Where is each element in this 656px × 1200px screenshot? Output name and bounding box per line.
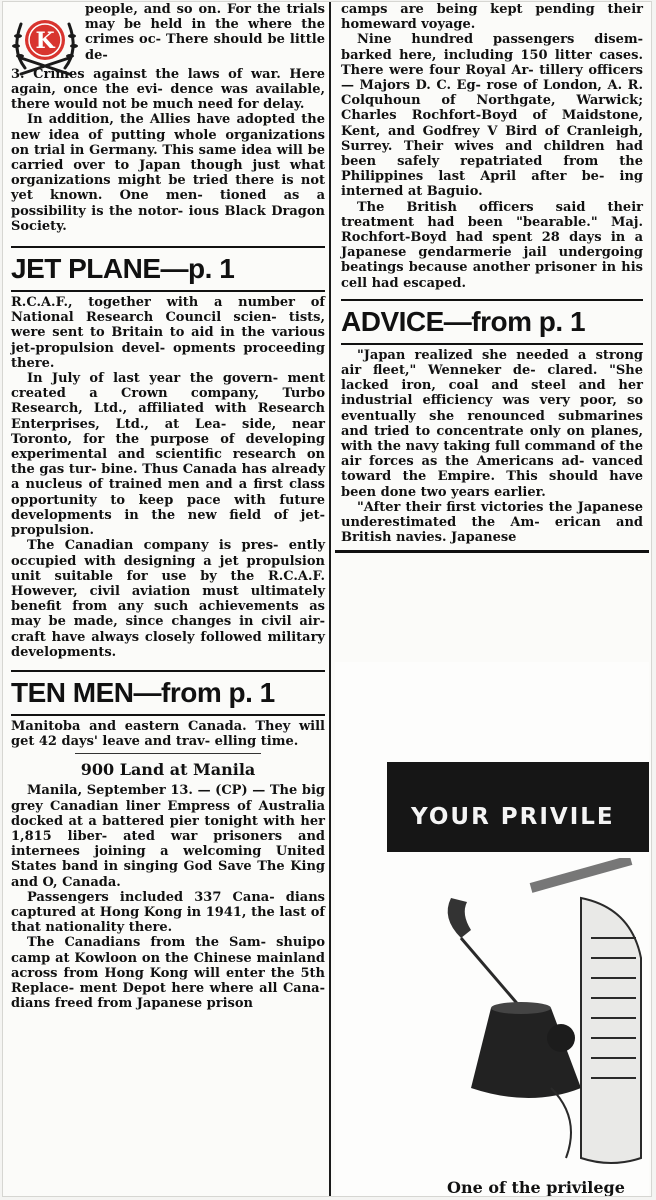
section-rule — [11, 714, 325, 716]
article-paragraph: In July of last year the govern- ment created a Crown company, Turbo Research, Ltd., affiliated with Research Enterprises, Ltd., at Lea- side, near Toronto, for the purpose of developing experimental and scientific research on the gas tur- bine. Thus Canada has already a nucleus of trained men and a first class opportunity to keep pace with future developments in the new field of jet-propulsion. — [11, 371, 325, 539]
ad-banner-text: YOUR PRIVILE — [411, 804, 615, 830]
article-paragraph: R.C.A.F., together with a number of National Research Council scien- tists, were sent to Britain to aid in the various jet-propulsion devel- opments proceeding there. — [11, 295, 325, 371]
left-column — [5, 2, 331, 1196]
jet-plane-headline: JET PLANE—p. 1 — [11, 253, 235, 285]
short-divider — [75, 753, 261, 754]
column-rule — [329, 2, 331, 1196]
article-paragraph: The Canadians from the Sam- shuipo camp at Kowloon on the Chinese mainland across from Hong Kong will enter the 5th Replace- ment Depot here where all Cana- dians freed from Japanese prison — [11, 935, 325, 1012]
advertisement — [335, 662, 649, 1196]
article-paragraph: "After their first victories the Japanese underestimated the Am- erican and British navies. Japanese — [341, 499, 643, 546]
section-rule — [341, 343, 643, 345]
article-paragraph: In addition, the Allies have adopted the new idea of putting whole organizations on trial in Germany. This same idea will be carried over to Japan though just what organizations might be tried there is not yet known. One men- tioned as a possibility is the notor- ious Black Dragon Society. — [11, 112, 325, 234]
section-rule — [11, 290, 325, 292]
right-column — [335, 2, 649, 1196]
manila-subhead: 900 Land at Manila — [80, 760, 256, 780]
article-paragraph: camps are being kept pending their homeward voyage. — [341, 2, 643, 33]
article-paragraph: "Japan realized she needed a strong air fleet," Wenneker de- clared. "She lacked iron, coal and steel and her industrial efficiency was very poor, so eventually she renounced submarines and tried to concentrate only on planes, with the navy taking full command of the air forces as the Americans ad- vanced toward the Empire. This should have been done two years earlier. — [341, 347, 643, 500]
section-rule — [11, 670, 325, 672]
section-rule — [335, 550, 649, 553]
ten-men-headline: TEN MEN—from p. 1 — [11, 676, 275, 708]
laurel-logo-icon — [7, 6, 83, 82]
section-rule — [341, 299, 643, 301]
article-paragraph: Manila, September 13. — (CP) — The big grey Canadian liner Empress of Australia docked at a battered pier tonight with her 1,815 liber- ated war prisoners and internees joining a welcoming United States band in singing God Save The King and O, Canada. — [11, 783, 325, 890]
article-paragraph: The Canadian company is pres- ently occupied with designing a jet propulsion unit suitable for use by the R.C.A.F. However, civil aviation must ultimately benefit from any such achievements as may be made, since changes in civil air- craft have always closely followed military developments. — [11, 538, 325, 660]
ad-footer-text: One of the privilege — [447, 1178, 625, 1196]
section-rule — [11, 246, 325, 248]
article-paragraph: Passengers included 337 Cana- dians captured at Hong Kong in 1941, the last of that nationality there. — [11, 889, 325, 936]
article-paragraph: Nine hundred passengers disem- barked here, including 150 litter cases. There were four Royal Ar- tillery officers — Majors D. C. Eg- rose of London, A. R. Colquhoun of Northgate, Warwick; Charles Rochfort-Boyd of Maidstone, Kent, and Godfrey V Bird of Cranleigh, Surrey. Their wives and children had been safely repatriated from the Philippines last April after be- ing interned at Baguio. — [341, 32, 643, 200]
newspaper-clipping — [3, 2, 651, 1196]
article-paragraph: 3. Crimes against the laws of war. Here again, once the evi- dence was available, there would not be much need for delay. — [11, 66, 325, 113]
article-paragraph: Manitoba and eastern Canada. They will get 42 days' leave and trav- elling time. — [11, 718, 325, 750]
logo-letter: K — [35, 28, 55, 54]
article-paragraph: people, and so on. For the trials may be held in the where the crimes oc- There should be little de- — [85, 2, 325, 63]
article-paragraph: The British officers said their treatment had been "bearable." Maj. Rochfort-Boyd had spent 28 days in a Japanese gendarmerie jail undergoing beatings because another prisoner in his cell had escaped. — [341, 199, 643, 291]
ad-illustration-icon — [431, 858, 649, 1178]
advice-headline: ADVICE—from p. 1 — [341, 305, 586, 337]
